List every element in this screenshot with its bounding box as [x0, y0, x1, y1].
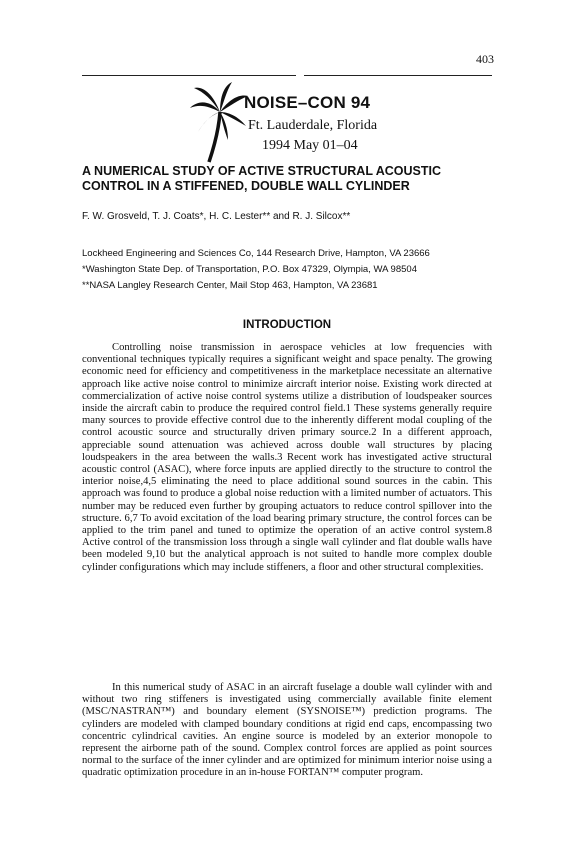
body-paragraph: Controlling noise transmission in aerospace vehicles at low frequencies with conventional techniques typically requires a significant weight and space penalty. The growing economic need for efficiency and competitiveness in the marketplace necessitate an alternative approach like active noise control to minimize aircraft interior noise. Existing work directed at commercialization of active noise control systems utilize a distribution of loudspeaker sources inside the aircraft cabin to produce the required control field.1 These systems generally require many sources to provide effective control due to the inherently different modal coupling of the control acoustic source and structurally driven primary source.2 In a different approach, appreciable sound attenuation was achieved across double wall structures by placing loudspeakers in the area between the walls.3 Recent work has investigated active structural acoustic control (ASAC), where force inputs are applied directly to the structure to control the interior noise,4,5 eliminating the need to place additional sound sources in the cabin. This approach was found to produce a global noise reduction with a limited number of actuators. This number may be reduced even further by grouping actuators to reduce control spillover into the structure. 6,7 To avoid excitation of the load bearing primary structure, the control forces can be applied to the trim panel and tuned to optimize the operation of an active control system.8 Active control of the transmission loss through a single wall cylinder and flat double walls have been modeled 9,10 but the analytical approach is not suited to handle more complex double cylinder configurations which may include stiffeners, a floor and other structural complexities.: [82, 342, 492, 573]
affiliation-2: *Washington State Dep. of Transportation, P.O. Box 47329, Olympia, WA 98504: [82, 264, 417, 275]
affiliation-1: Lockheed Engineering and Sciences Co, 144 Research Drive, Hampton, VA 23666: [82, 248, 430, 259]
header-rule-left: [82, 75, 296, 76]
conference-date: 1994 May 01–04: [262, 138, 358, 153]
affiliation-3: **NASA Langley Research Center, Mail Stop 463, Hampton, VA 23681: [82, 280, 378, 291]
palm-tree-logo: [190, 82, 248, 164]
conference-name: NOISE–CON 94: [244, 93, 371, 112]
header-rule-right: [304, 75, 492, 76]
conference-location: Ft. Lauderdale, Florida: [248, 118, 378, 133]
paper-title: A NUMERICAL STUDY OF ACTIVE STRUCTURAL ACOUSTIC CONTROL IN A STIFFENED, DOUBLE WALL CYLINDER: [82, 164, 442, 193]
section-heading: INTRODUCTION: [242, 319, 332, 331]
page-number: 403: [476, 52, 494, 66]
body-paragraph: In this numerical study of ASAC in an aircraft fuselage a double wall cylinder with and without two ring stiffeners is investigated using commercially available finite element (MSC/NASTRAN™) and boundary element (SYSNOISE™) prediction programs. The cylinders are modeled with clamped boundary conditions at rigid end caps, encompassing two concentric cylindrical cavities. An engine source is modeled by an exterior monopole to represent the airborne path of the sound. Complex control forces are applied as point sources normal to the surface of the inner cylinder and are optimized for minimum interior noise using a quadratic optimization procedure in an in-house FORTAN™ computer program.: [82, 682, 492, 779]
author-list: F. W. Grosveld, T. J. Coats*, H. C. Lester** and R. J. Silcox**: [82, 211, 351, 222]
